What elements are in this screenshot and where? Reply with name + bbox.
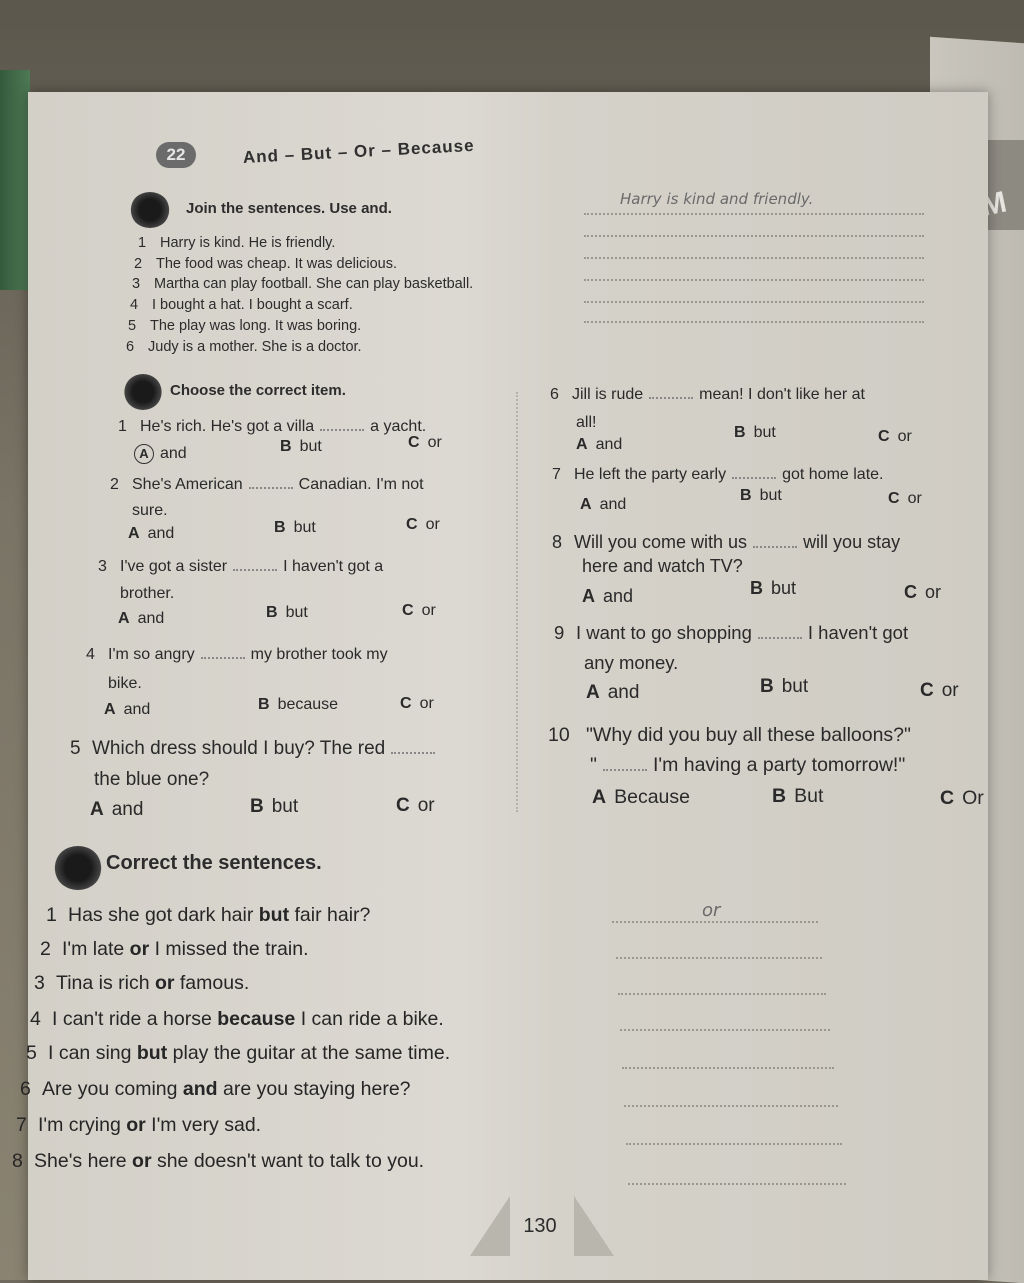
column-divider bbox=[516, 392, 518, 812]
ex2-q7-option-a[interactable]: A and bbox=[580, 496, 627, 513]
ex3-item: 8 She's here or she doesn't want to talk to you. bbox=[12, 1150, 425, 1172]
ex2-question-10: 10 "Why did you buy all these balloons?" bbox=[548, 724, 911, 746]
ex3-item: 7 I'm crying or I'm very sad. bbox=[16, 1114, 262, 1136]
ex1-answer-line-1[interactable] bbox=[584, 212, 924, 215]
ex2-question-5-cont: the blue one? bbox=[94, 769, 210, 790]
ex2-question-4-cont: bike. bbox=[108, 675, 142, 692]
ex2-q7-option-c[interactable]: C or bbox=[888, 490, 922, 507]
ex1-item: 5 The play was long. It was boring. bbox=[128, 318, 362, 334]
page-number-decor-right bbox=[574, 1196, 614, 1256]
ex3-item: 6 Are you coming and are you staying here? bbox=[20, 1078, 411, 1100]
ex2-q3-option-b[interactable]: B but bbox=[266, 604, 308, 621]
ex1-item: 2 The food was cheap. It was delicious. bbox=[134, 256, 397, 272]
ex2-q10-option-a[interactable]: A Because bbox=[592, 786, 690, 808]
ex2-question-6-cont: all! bbox=[576, 414, 597, 431]
ex2-q2-option-c[interactable]: C or bbox=[406, 516, 440, 533]
exercise-1-title: Join the sentences. Use and. bbox=[186, 200, 392, 217]
ex2-q1-option-c[interactable]: C or bbox=[408, 434, 442, 451]
ex2-q1-option-a[interactable]: A and bbox=[134, 444, 187, 464]
ex2-q2-option-b[interactable]: B but bbox=[274, 519, 316, 536]
ex2-q6-option-a[interactable]: A and bbox=[576, 436, 623, 453]
ex2-q6-option-b[interactable]: B but bbox=[734, 424, 776, 441]
ex1-item: 1 Harry is kind. He is friendly. bbox=[138, 235, 336, 251]
ex2-question-9: 9 I want to go shopping I haven't got bbox=[554, 622, 909, 643]
ex2-question-8: 8 Will you come with us will you stay bbox=[552, 532, 901, 552]
ex2-q2-option-a[interactable]: A and bbox=[128, 525, 175, 542]
ex2-q3-option-c[interactable]: C or bbox=[402, 602, 436, 619]
exercise-3-marker-icon bbox=[54, 846, 102, 890]
exercise-1-marker-icon bbox=[130, 192, 170, 228]
ex2-q1-option-b[interactable]: B but bbox=[280, 438, 322, 455]
exercise-2-title: Choose the correct item. bbox=[170, 382, 346, 399]
ex3-answer-line-2[interactable] bbox=[616, 956, 822, 959]
ex2-q7-option-b[interactable]: B but bbox=[740, 487, 782, 504]
ex1-item: 3 Martha can play football. She can play basketball. bbox=[132, 276, 474, 292]
ex3-answer-line-7[interactable] bbox=[626, 1142, 842, 1145]
ex3-item: 5 I can sing but play the guitar at the same time. bbox=[26, 1042, 451, 1064]
ex3-item: 1 Has she got dark hair but fair hair? bbox=[46, 904, 371, 926]
ex2-question-7: 7 He left the party early got home late. bbox=[552, 466, 884, 483]
ex2-q10-option-b[interactable]: B But bbox=[772, 785, 824, 807]
ex2-q6-option-c[interactable]: C or bbox=[878, 428, 912, 445]
ex2-q4-option-a[interactable]: A and bbox=[104, 701, 151, 718]
ex1-answer-line-5[interactable] bbox=[584, 300, 924, 303]
ex2-question-5: 5 Which dress should I buy? The red bbox=[70, 738, 441, 760]
ex1-answer-line-6[interactable] bbox=[584, 320, 924, 323]
ex1-sample-answer: Harry is kind and friendly. bbox=[620, 190, 814, 208]
ex2-q8-option-b[interactable]: B but bbox=[750, 578, 797, 598]
ex3-item: 3 Tina is rich or famous. bbox=[34, 972, 250, 994]
ex3-answer-line-6[interactable] bbox=[624, 1104, 838, 1107]
ex2-question-10-cont: " I'm having a party tomorrow!" bbox=[590, 754, 906, 776]
ex2-question-3: 3 I've got a sister I haven't got a bbox=[98, 558, 384, 575]
ex2-q5-option-b[interactable]: B but bbox=[250, 796, 299, 817]
ex3-answer-line-3[interactable] bbox=[618, 992, 826, 995]
page-number: 130 bbox=[523, 1215, 557, 1237]
ex1-answer-line-2[interactable] bbox=[584, 234, 924, 237]
ex3-item: 4 I can't ride a horse because I can ride a bike. bbox=[30, 1008, 444, 1030]
ex2-question-6: 6 Jill is rude mean! I don't like her at bbox=[550, 386, 865, 403]
ex3-item: 2 I'm late or I missed the train. bbox=[40, 938, 309, 960]
ex2-question-2: 2 She's American Canadian. I'm not bbox=[110, 476, 424, 493]
green-book-edge bbox=[0, 70, 30, 290]
ex1-item: 4 I bought a hat. I bought a scarf. bbox=[130, 297, 353, 313]
ex3-sample-answer: or bbox=[702, 900, 721, 921]
ex1-answer-line-4[interactable] bbox=[584, 278, 924, 281]
exercise-3-title: Correct the sentences. bbox=[106, 852, 322, 874]
ex2-q5-option-a[interactable]: A and bbox=[90, 799, 144, 820]
ex2-question-4: 4 I'm so angry my brother took my bbox=[86, 646, 388, 663]
ex2-q10-option-c[interactable]: C Or bbox=[940, 787, 984, 809]
page-number-decor-left bbox=[470, 1196, 510, 1256]
ex2-q8-option-a[interactable]: A and bbox=[582, 586, 634, 606]
exercise-2-marker-icon bbox=[124, 374, 162, 410]
ex3-answer-line-1[interactable] bbox=[612, 920, 818, 923]
ex2-q9-option-a[interactable]: A and bbox=[586, 682, 640, 703]
unit-number-badge: 22 bbox=[156, 142, 196, 168]
ex2-q4-option-c[interactable]: C or bbox=[400, 695, 434, 712]
ex1-item: 6 Judy is a mother. She is a doctor. bbox=[126, 339, 362, 355]
ex2-q8-option-c[interactable]: C or bbox=[904, 582, 942, 602]
ex2-question-3-cont: brother. bbox=[120, 585, 175, 602]
ex2-q4-option-b[interactable]: B because bbox=[258, 696, 339, 713]
ex2-question-9-cont: any money. bbox=[584, 652, 679, 673]
ex3-answer-line-4[interactable] bbox=[620, 1028, 830, 1031]
ex2-q5-option-c[interactable]: C or bbox=[396, 795, 435, 816]
unit-title: And – But – Or – Because bbox=[242, 135, 475, 167]
ex1-answer-line-3[interactable] bbox=[584, 256, 924, 259]
ex2-question-2-cont: sure. bbox=[132, 502, 168, 519]
ex2-question-8-cont: here and watch TV? bbox=[582, 556, 743, 576]
ex2-question-1: 1 He's rich. He's got a villa a yacht. bbox=[118, 418, 427, 435]
ex2-q9-option-b[interactable]: B but bbox=[760, 676, 809, 697]
ex2-q3-option-a[interactable]: A and bbox=[118, 610, 165, 627]
ex2-q9-option-c[interactable]: C or bbox=[920, 680, 959, 701]
ex3-answer-line-8[interactable] bbox=[628, 1182, 846, 1185]
ex3-answer-line-5[interactable] bbox=[622, 1066, 834, 1069]
